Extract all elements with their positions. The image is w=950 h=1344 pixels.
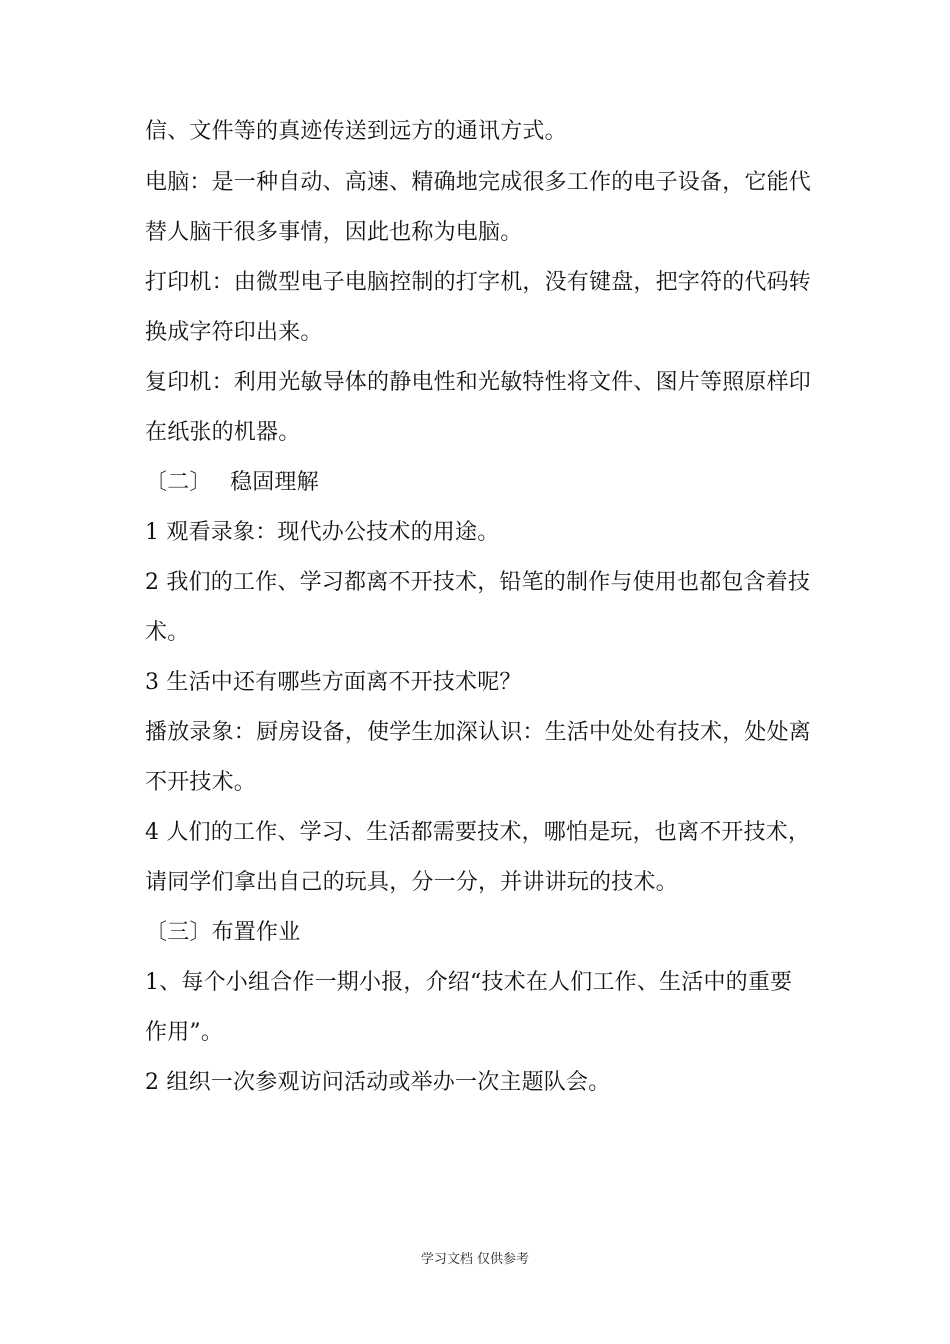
text-line: 作用”。 — [145, 1020, 224, 1045]
section-heading: 〔三〕布置作业 — [145, 920, 301, 945]
text-line: 术。 — [145, 620, 190, 645]
text-line: 请同学们拿出自己的玩具，分一分，并讲讲玩的技术。 — [145, 870, 678, 895]
text-line: 在纸张的机器。 — [145, 420, 301, 445]
text-line: 播放录象：厨房设备，使学生加深认识：生活中处处有技术，处处离 — [145, 720, 812, 745]
text-line: 复印机：利用光敏导体的静电性和光敏特性将文件、图片等照原样印 — [145, 370, 812, 395]
text-line: 换成字符印出来。 — [145, 320, 323, 345]
section-heading: 〔二〕 稳固理解 — [145, 470, 319, 495]
text-line: 3 生活中还有哪些方面离不开技术呢？ — [145, 670, 522, 695]
text-line: 替人脑干很多事情，因此也称为电脑。 — [145, 220, 523, 245]
text-line: 2 我们的工作、学习都离不开技术，铅笔的制作与使用也都包含着技 — [145, 570, 811, 595]
text-line: 打印机：由微型电子电脑控制的打字机，没有键盘，把字符的代码转 — [145, 270, 812, 295]
text-line: 2 组织一次参观访问活动或举办一次主题队会。 — [145, 1070, 611, 1095]
page-footer: 学习文档 仅供参考 — [420, 1252, 530, 1267]
text-line: 1 观看录象：现代办公技术的用途。 — [145, 520, 500, 545]
text-line: 电脑：是一种自动、高速、精确地完成很多工作的电子设备，它能代 — [145, 170, 812, 195]
text-line: 不开技术。 — [145, 770, 257, 795]
text-line: 1、每个小组合作一期小报，介绍“技术在人们工作、生活中的重要 — [145, 970, 793, 995]
text-line: 信、文件等的真迹传送到远方的通讯方式。 — [145, 119, 567, 144]
text-line: 4 人们的工作、学习、生活都需要技术，哪怕是玩，也离不开技术， — [145, 820, 811, 845]
